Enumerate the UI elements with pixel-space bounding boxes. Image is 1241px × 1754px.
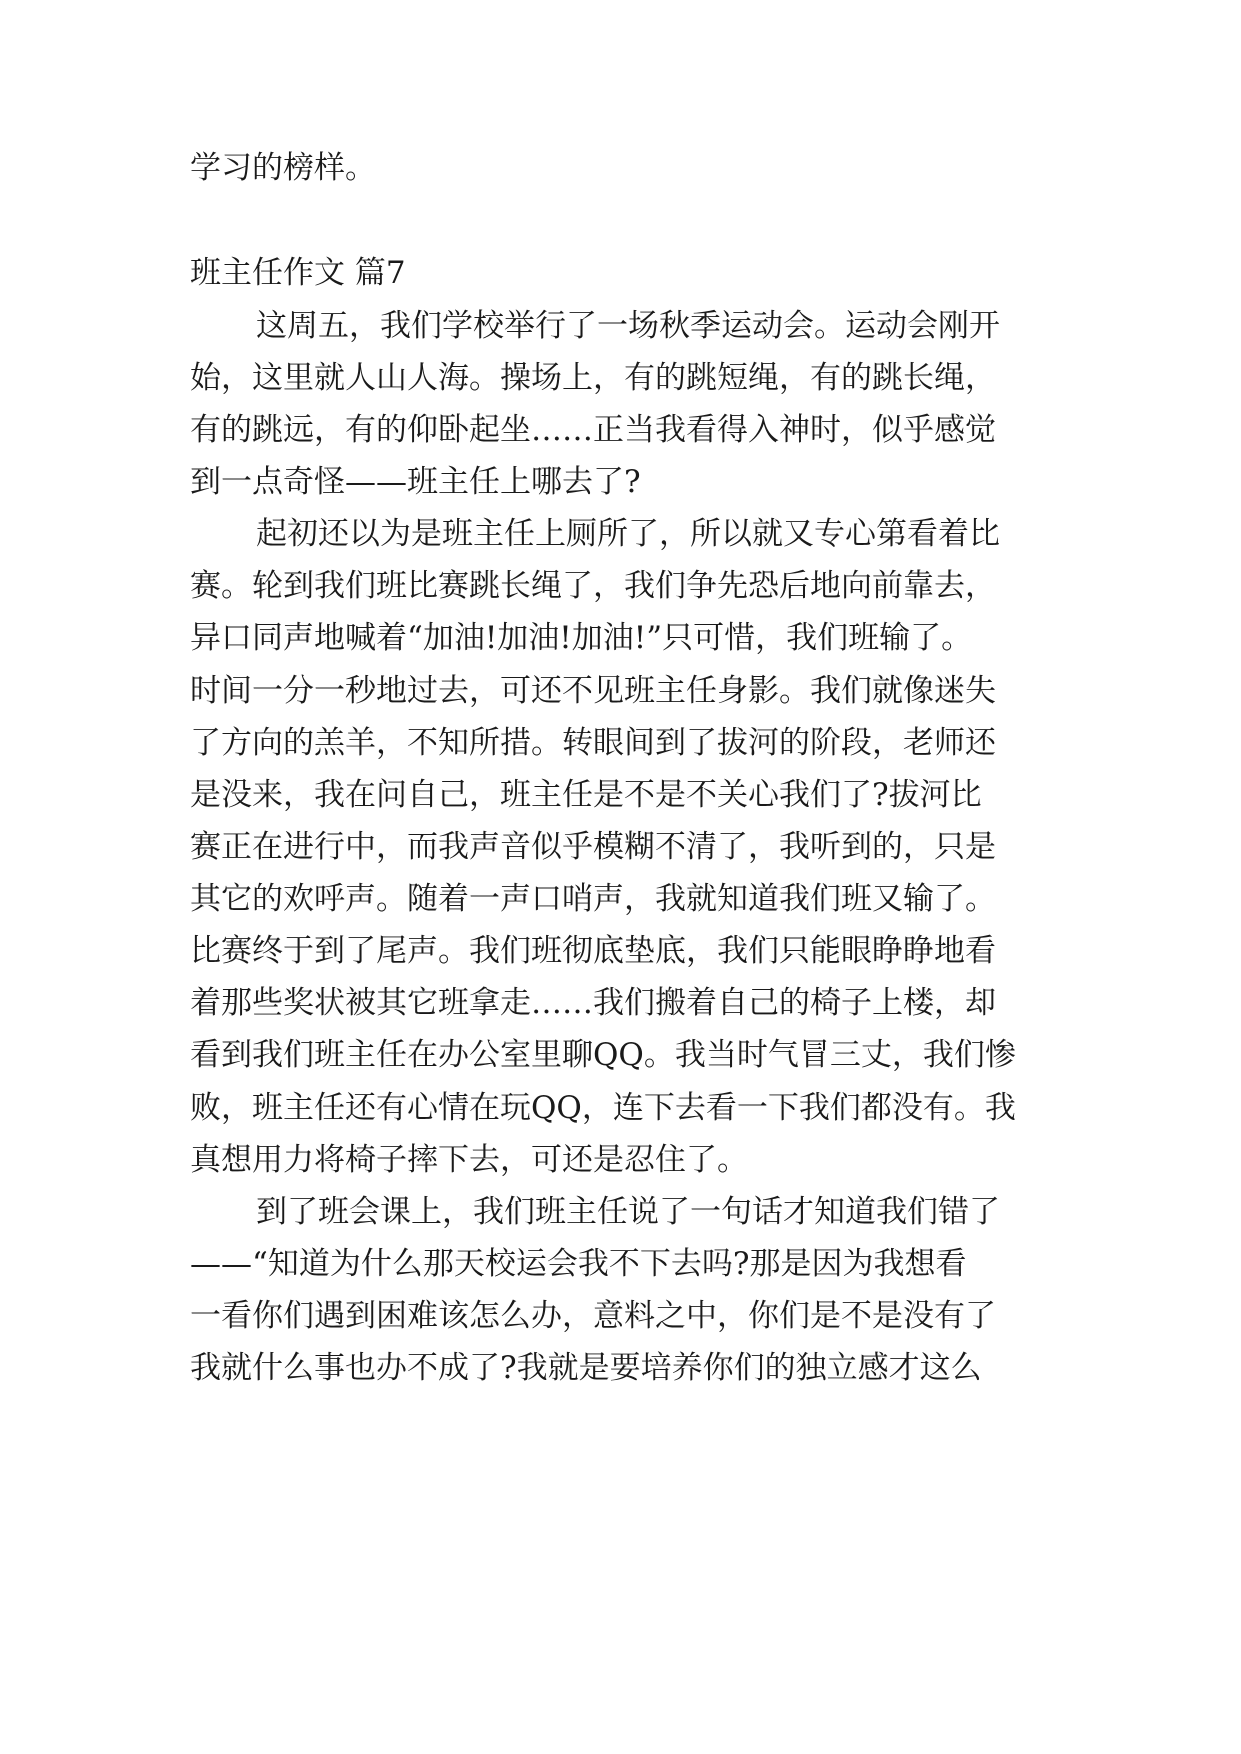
paragraph-line: 一看你们遇到困难该怎么办，意料之中，你们是不是没有了: [190, 1298, 996, 1334]
paragraph-line: 到了班会课上，我们班主任说了一句话才知道我们错了: [256, 1194, 1000, 1230]
paragraph-line: 异口同声地喊着“加油!加油!加油!”只可惜，我们班输了。: [190, 620, 973, 656]
paragraph-line: 比赛终于到了尾声。我们班彻底垫底，我们只能眼睁睁地看: [190, 933, 996, 969]
paragraph-line: 着那些奖状被其它班拿走……我们搬着自己的椅子上楼，却: [190, 985, 996, 1021]
paragraph-line: 赛。轮到我们班比赛跳长绳了，我们争先恐后地向前靠去，: [190, 568, 996, 604]
paragraph-line: 看到我们班主任在办公室里聊QQ。我当时气冒三丈，我们惨: [190, 1037, 1016, 1073]
paragraph-line: 其它的欢呼声。随着一声口哨声，我就知道我们班又输了。: [190, 881, 996, 917]
paragraph-line: 赛正在进行中，而我声音似乎模糊不清了，我听到的，只是: [190, 829, 996, 865]
paragraph-line: 这周五，我们学校举行了一场秋季运动会。运动会刚开: [256, 308, 1000, 344]
paragraph-line: 时间一分一秒地过去，可还不见班主任身影。我们就像迷失: [190, 673, 996, 709]
paragraph-line: ——“知道为什么那天校运会我不下去吗?那是因为我想看: [190, 1246, 967, 1282]
paragraph-line: 是没来，我在问自己，班主任是不是不关心我们了?拔河比: [190, 777, 982, 813]
paragraph-line: 真想用力将椅子摔下去，可还是忍住了。: [190, 1142, 748, 1178]
paragraph-line: 始，这里就人山人海。操场上，有的跳短绳，有的跳长绳，: [190, 360, 996, 396]
paragraph-line: 败，班主任还有心情在玩QQ，连下去看一下我们都没有。我: [190, 1090, 1016, 1126]
paragraph-line: 起初还以为是班主任上厕所了，所以就又专心第看着比: [256, 516, 1000, 552]
paragraph-line: 了方向的羔羊，不知所措。转眼间到了拔河的阶段，老师还: [190, 725, 996, 761]
paragraph-line: 学习的榜样。: [190, 150, 376, 186]
paragraph-line: 有的跳远，有的仰卧起坐……正当我看得入神时，似乎感觉: [190, 412, 996, 448]
paragraph-line: 我就什么事也办不成了?我就是要培养你们的独立感才这么: [190, 1350, 982, 1386]
paragraph-line: 到一点奇怪——班主任上哪去了?: [190, 464, 641, 500]
section-heading: 班主任作文 篇7: [190, 255, 406, 291]
